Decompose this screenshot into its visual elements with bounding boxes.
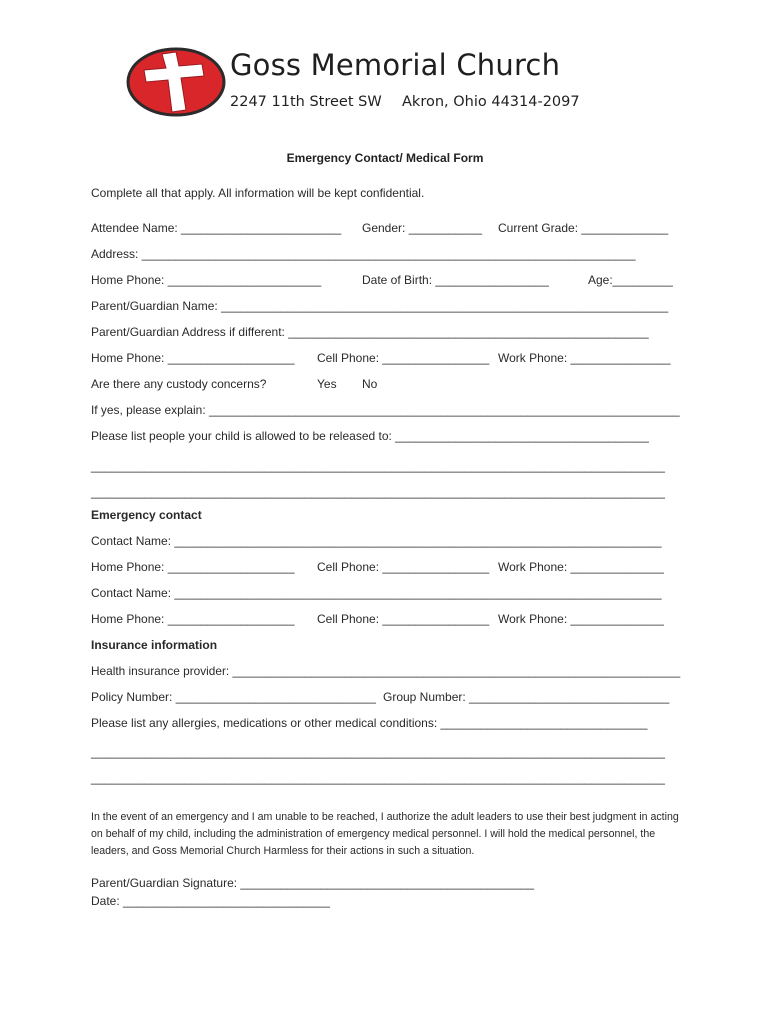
- allergies-field[interactable]: Please list any allergies, medications or other medical conditions: _______________________________: [91, 716, 648, 730]
- church-address: [230, 94, 580, 110]
- released-to-line-2[interactable]: ______________________________________________________________________________________: [91, 459, 665, 473]
- church-city: Akron, Ohio 44314-2097: [402, 94, 580, 110]
- custody-question: Are there any custody concerns?: [91, 377, 267, 391]
- current-grade-field[interactable]: Current Grade: _____________: [498, 221, 669, 235]
- released-to-field[interactable]: Please list people your child is allowed to be released to: ______________________________________: [91, 429, 649, 443]
- age-field[interactable]: Age:_________: [588, 273, 673, 287]
- contact-2-cell-phone-field[interactable]: Cell Phone: ________________: [317, 612, 490, 626]
- guardian-name-field[interactable]: Parent/Guardian Name: ___________________________________________________________________: [91, 299, 669, 313]
- home-phone-field[interactable]: Home Phone: _______________________: [91, 273, 322, 287]
- address-field[interactable]: Address: __________________________________________________________________________: [91, 247, 636, 261]
- insurance-heading: Insurance information: [91, 638, 218, 652]
- policy-number-field[interactable]: Policy Number: ______________________________: [91, 690, 376, 704]
- date-of-birth-field[interactable]: Date of Birth: _________________: [362, 273, 549, 287]
- guardian-signature-field[interactable]: Parent/Guardian Signature: ____________________________________________: [91, 876, 535, 890]
- form-title: Emergency Contact/ Medical Form: [286, 151, 484, 165]
- custody-yes-option[interactable]: Yes: [317, 377, 337, 391]
- contact-name-1-field[interactable]: Contact Name: _________________________________________________________________________: [91, 534, 662, 548]
- allergies-line-2[interactable]: ______________________________________________________________________________________: [91, 745, 665, 759]
- intro-text: Complete all that apply. All information will be kept confidential.: [91, 186, 425, 200]
- signature-date-field[interactable]: Date: _______________________________: [91, 894, 330, 908]
- allergies-line-3[interactable]: ______________________________________________________________________________________: [91, 771, 665, 785]
- contact-1-home-phone-field[interactable]: Home Phone: ___________________: [91, 560, 295, 574]
- authorization-paragraph: In the event of an emergency and I am unable to be reached, I authorize the adult leaders to use their best judgment in acting on behalf of my child, including the administration of emergency medical personnel. I will hold the medical personnel, the leaders, and Goss Memorial Church Harmless for their actions in such a situation.: [91, 811, 679, 857]
- church-logo: [126, 44, 606, 124]
- custody-explain-field[interactable]: If yes, please explain: _______________________________________________________________________: [91, 403, 680, 417]
- church-street: 2247 11th Street SW: [230, 94, 382, 110]
- contact-2-home-phone-field[interactable]: Home Phone: ___________________: [91, 612, 295, 626]
- attendee-name-field[interactable]: Attendee Name: ________________________: [91, 221, 342, 235]
- contact-2-work-phone-field[interactable]: Work Phone: ______________: [498, 612, 664, 626]
- contact-1-cell-phone-field[interactable]: Cell Phone: ________________: [317, 560, 490, 574]
- group-number-field[interactable]: Group Number: ______________________________: [383, 690, 670, 704]
- contact-name-2-field[interactable]: Contact Name: _________________________________________________________________________: [91, 586, 662, 600]
- church-name: Goss Memorial Church: [230, 48, 561, 82]
- contact-1-work-phone-field[interactable]: Work Phone: ______________: [498, 560, 664, 574]
- custody-no-option[interactable]: No: [362, 377, 378, 391]
- guardian-cell-phone-field[interactable]: Cell Phone: ________________: [317, 351, 490, 365]
- guardian-work-phone-field[interactable]: Work Phone: _______________: [498, 351, 671, 365]
- released-to-line-3[interactable]: ______________________________________________________________________________________: [91, 485, 665, 499]
- gender-field[interactable]: Gender: ___________: [362, 221, 483, 235]
- cross-logo-icon: [126, 44, 226, 120]
- emergency-contact-heading: Emergency contact: [91, 508, 202, 522]
- guardian-address-field[interactable]: Parent/Guardian Address if different: ______________________________________________________: [91, 325, 649, 339]
- health-provider-field[interactable]: Health insurance provider: ____________________________________________________________________: [91, 664, 681, 678]
- guardian-home-phone-field[interactable]: Home Phone: ___________________: [91, 351, 295, 365]
